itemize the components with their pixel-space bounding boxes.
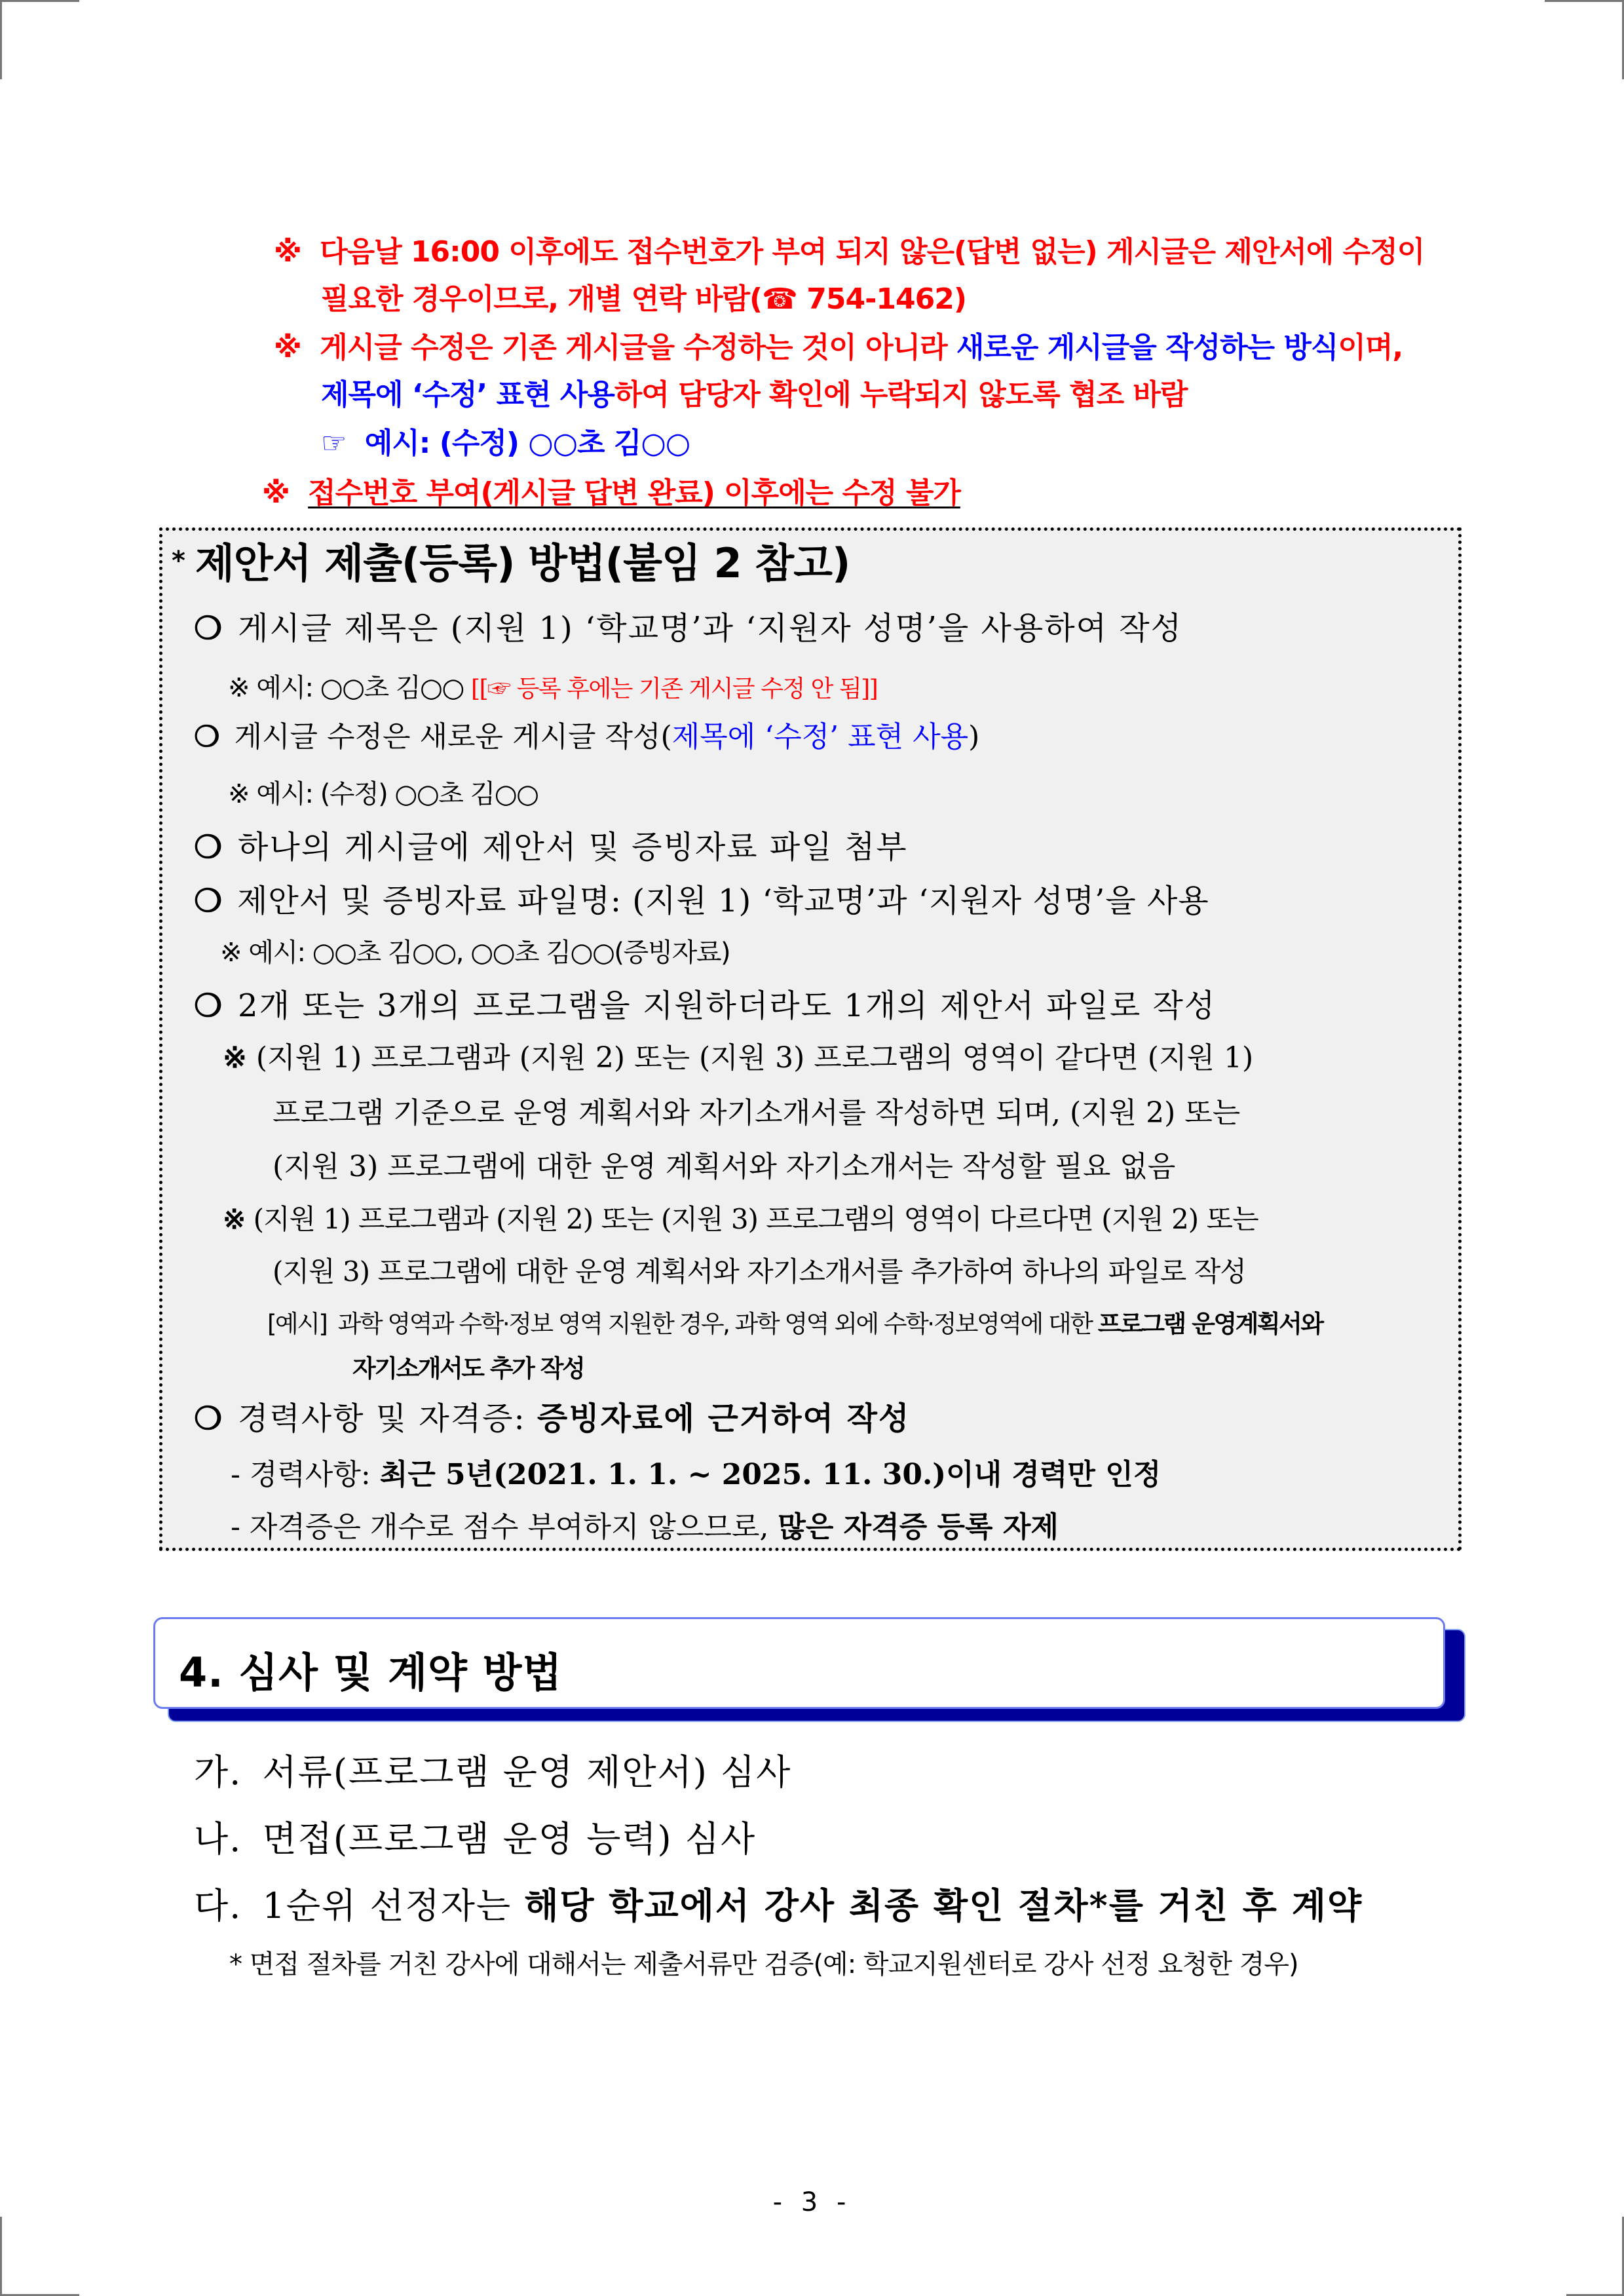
item-label: 다.	[194, 1885, 242, 1926]
section-4-footnote: * 면접 절차를 거친 강사에 대해서는 제출서류만 검증(예: 학교지원센터로 강사 선정 요청한 경우)	[229, 1949, 1298, 1980]
example-text: 예시: ○○초 김○○	[256, 673, 472, 703]
subitem-emphasis: 많은 자격증 등록 자제	[778, 1510, 1059, 1544]
bullet-circle-icon: ❍	[194, 610, 224, 647]
section-4-item-da	[194, 1878, 1363, 1928]
bullet-circle-icon: ❍	[194, 1400, 224, 1437]
notice-2-text: 게시글 수정은 기존 게시글을 수정하는 것이 아니라	[320, 331, 956, 364]
page-number: - 3 -	[772, 2187, 852, 2217]
reference-mark-icon: ※	[262, 476, 290, 510]
example-text: 과학 영역과 수학·정보 영역 지원한 경우, 과학 영역 외에 수학·정보영역에 대한	[337, 1310, 1098, 1338]
example-emphasis: 프로그램 운영계획서와	[1097, 1310, 1323, 1338]
item-emphasis: 해당 학교에서 강사 최종 확인 절차*를 거친 후 계약	[524, 1885, 1363, 1926]
note-line: (지원 1) 프로그램과 (지원 2) 또는 (지원 3) 프로그램의 영역이 다르다면 (지원 2) 또는	[253, 1203, 1258, 1235]
notice-3	[262, 469, 960, 511]
item-text: 게시글 수정은 새로운 게시글 작성(	[234, 720, 672, 754]
item-label: 가.	[194, 1751, 242, 1793]
notice-2-text-2: 하여 담당자 확인에 누락되지 않도록 협조 바람	[614, 378, 1188, 411]
reference-mark-icon: ※	[274, 331, 301, 364]
example-emphasis-2: 자기소개서도 추가 작성	[352, 1354, 584, 1383]
box-item-example-3	[220, 932, 730, 969]
box-subitem-certificate	[231, 1503, 1059, 1545]
section-4-item-na	[194, 1811, 756, 1862]
note-line: (지원 3) 프로그램에 대한 운영 계획서와 자기소개서는 작성할 필요 없음	[273, 1150, 1176, 1183]
box-item-3	[194, 822, 908, 867]
bullet-circle-icon: ❍	[194, 720, 220, 754]
submission-method-box	[159, 527, 1462, 1551]
section-4-item-ga	[194, 1744, 791, 1795]
item-text: 경력사항 및 자격증:	[238, 1400, 537, 1437]
item-text: 서류(프로그램 운영 제안서) 심사	[262, 1751, 792, 1793]
box-item-example-2	[228, 773, 538, 811]
box-item-1	[194, 603, 1182, 648]
reference-mark-icon: ※	[274, 235, 301, 269]
bullet-circle-icon: ❍	[194, 883, 223, 919]
box-subitem-career	[231, 1451, 1161, 1493]
item-emphasis: 증빙자료에 근거하여 작성	[537, 1400, 911, 1437]
crop-mark-top-right	[1545, 0, 1624, 79]
item-text: 하나의 게시글에 제안서 및 증빙자료 파일 첨부	[238, 829, 908, 866]
subitem-text: 자격증은 개수로 점수 부여하지 않으므로,	[249, 1510, 778, 1544]
example-label: [예시]	[267, 1310, 327, 1338]
item-text: 제안서 및 증빙자료 파일명: (지원 1) ‘학교명’과 ‘지원자 성명’을 사용	[237, 883, 1209, 919]
notice-2-example: 예시: (수정) ○○초 김○○	[364, 427, 690, 460]
reference-mark-icon: ※	[223, 1041, 247, 1075]
section-4-heading	[153, 1617, 1465, 1722]
item-text: 게시글 제목은 (지원 1) ‘학교명’과 ‘지원자 성명’을 사용하여 작성	[238, 610, 1182, 647]
item-emphasis: 제목에 ‘수정’ 표현 사용	[671, 720, 969, 754]
item-text: 2개 또는 3개의 프로그램을 지원하더라도 1개의 제안서 파일로 작성	[238, 987, 1217, 1024]
notice-1-line2: 필요한 경우이므로, 개별 연락 바람(☎ 754-1462)	[321, 282, 966, 316]
box-item-2	[194, 713, 979, 755]
notice-2-text-end: 이며,	[1338, 331, 1403, 364]
item-text: 면접(프로그램 운영 능력) 심사	[262, 1818, 757, 1860]
reference-mark-icon: ※	[228, 779, 250, 809]
reference-mark-icon: ※	[228, 673, 250, 703]
dash-icon: -	[231, 1510, 240, 1544]
example-text: 예시: (수정) ○○초 김○○	[256, 779, 538, 809]
box-title: 제안서 제출(등록) 방법(붙임 2 참고)	[195, 539, 850, 587]
box-item-4	[194, 875, 1209, 921]
notice-2-emphasis-2: 제목에 ‘수정’ 표현 사용	[321, 378, 614, 411]
crop-mark-top-left	[0, 0, 79, 79]
subitem-text: 경력사항:	[249, 1458, 380, 1491]
example-text: 예시: ○○초 김○○, ○○초 김○○(증빙자료)	[248, 938, 730, 968]
notice-2-emphasis: 새로운 게시글을 작성하는 방식	[956, 331, 1338, 364]
note-line: 프로그램 기준으로 운영 계획서와 자기소개서를 작성하면 되며, (지원 2) 또는	[273, 1096, 1241, 1130]
notice-1-line1: 다음날 16:00 이후에도 접수번호가 부여 되지 않은(답변 없는) 게시글은 제안서에 수정이	[320, 235, 1425, 269]
reference-mark-icon: ※	[223, 1203, 246, 1235]
item-label: 나.	[194, 1818, 242, 1860]
box-item-5	[194, 980, 1216, 1025]
bullet-circle-icon: ❍	[194, 987, 224, 1024]
pointing-hand-icon: ☞	[321, 427, 347, 460]
reference-mark-icon: ※	[220, 938, 242, 968]
example-warning: [[☞ 등록 후에는 기존 게시글 수정 안 됨]]	[471, 676, 878, 702]
section-title: 4. 심사 및 계약 방법	[179, 1649, 563, 1696]
note-line: (지원 3) 프로그램에 대한 운영 계획서와 자기소개서를 추가하여 하나의 파일로 작성	[273, 1255, 1246, 1288]
item-text: 1순위 선정자는	[262, 1885, 525, 1926]
box-item-6	[194, 1393, 910, 1438]
crop-mark-bottom-left	[0, 2217, 79, 2296]
asterisk-icon: *	[172, 546, 185, 576]
notice-3-text: 접수번호 부여(게시글 답변 완료) 이후에는 수정 불가	[308, 476, 960, 510]
item-text-close: )	[968, 720, 980, 754]
note-line: (지원 1) 프로그램과 (지원 2) 또는 (지원 3) 프로그램의 영역이 같다면 (지원 1)	[255, 1041, 1254, 1075]
heading-box	[153, 1617, 1445, 1709]
subitem-emphasis: 최근 5년(2021. 1. 1. ~ 2025. 11. 30.)이내 경력만 인정	[379, 1458, 1161, 1491]
bullet-circle-icon: ❍	[194, 829, 224, 866]
box-item-example-1	[228, 667, 877, 704]
crop-mark-bottom-right	[1566, 2217, 1624, 2296]
dash-icon: -	[231, 1458, 240, 1491]
